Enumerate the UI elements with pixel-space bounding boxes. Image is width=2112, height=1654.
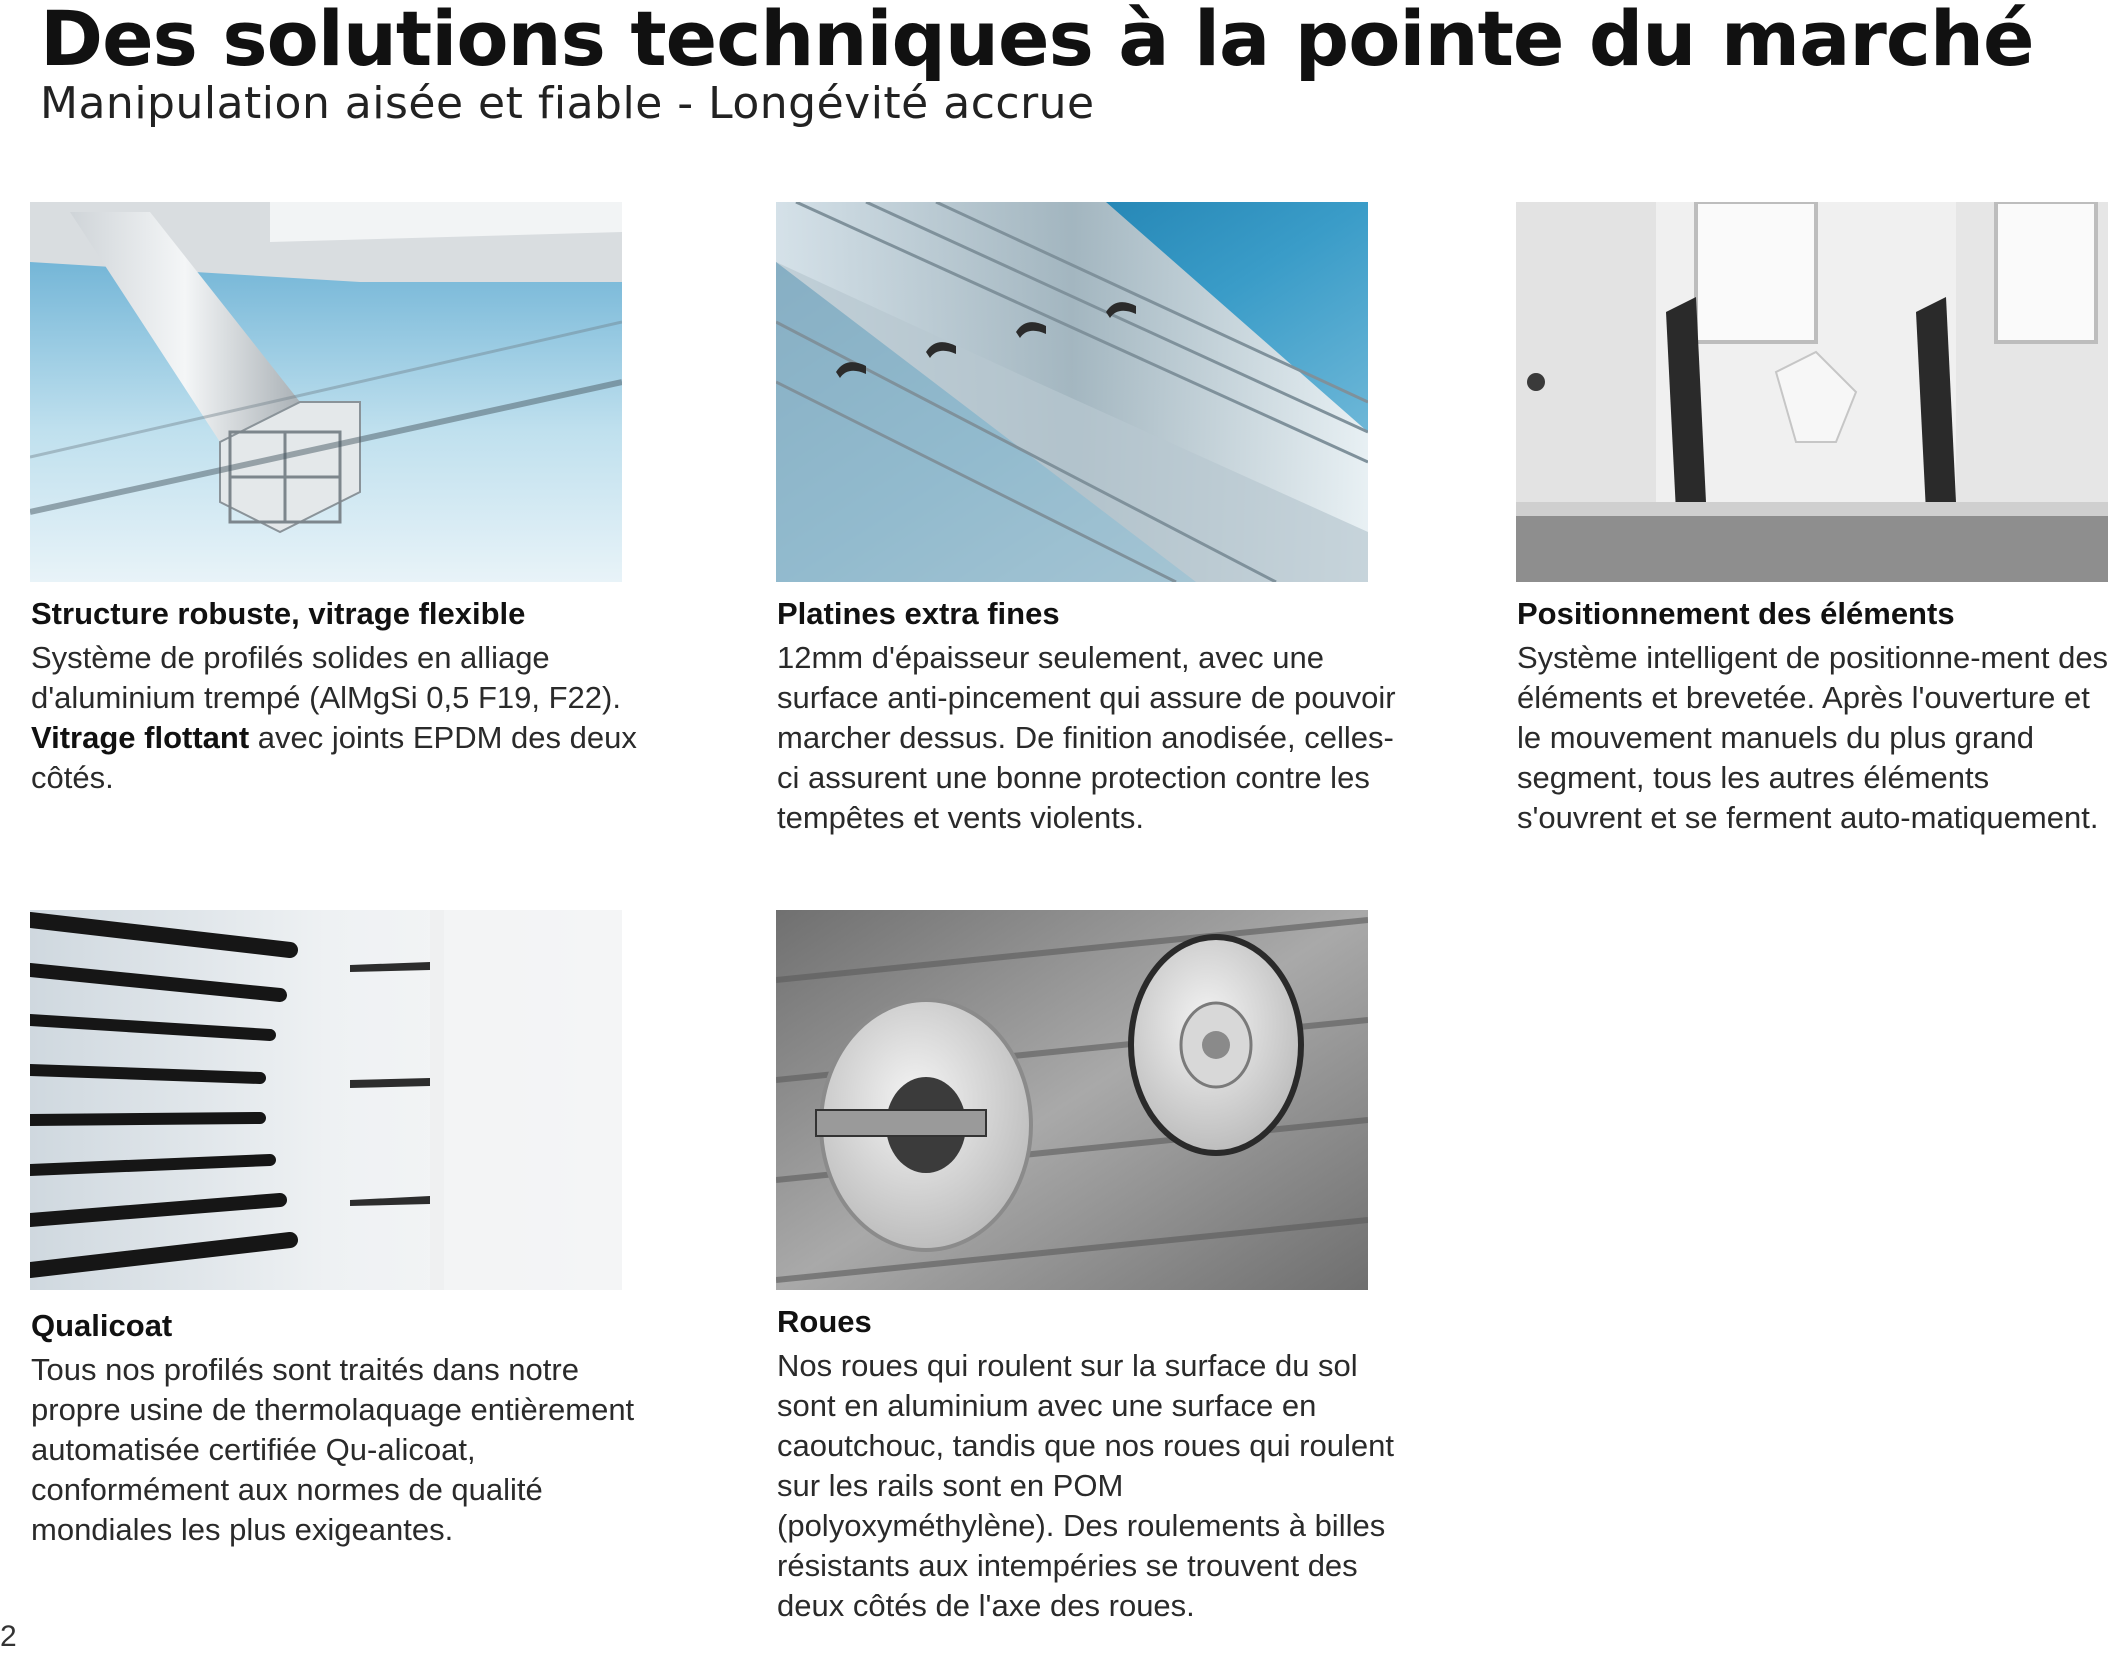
wheels-photo	[776, 910, 1368, 1290]
feature-text: Système intelligent de positionne-ment des éléments et brevetée. Après l'ouverture et le mouvement manuels du plus grand segment, tous les autres éléments s'ouvrent et se ferment auto-matiquement.	[1517, 640, 2109, 835]
feature-text: Système de profilés solides en alliage d'aluminium trempé (AlMgSi 0,5 F19, F22). Vitrage flottant avec joints EPDM des deux côtés.	[31, 640, 637, 795]
feature-structure	[31, 594, 651, 798]
feature-heading: Qualicoat	[31, 1308, 173, 1343]
coated-profiles-photo	[30, 910, 622, 1290]
positioning-mechanism-photo	[1516, 202, 2108, 582]
feature-heading: Roues	[777, 1304, 872, 1339]
feature-heading: Structure robuste, vitrage flexible	[31, 596, 526, 631]
feature-text: Nos roues qui roulent sur la surface du sol sont en aluminium avec une surface en caoutchouc, tandis que nos roues qui roulent sur les rails sont en POM (polyoxyméthylène). Des roulements à billes résistants aux intempéries se trouvent des deux côtés de l'axe des roues.	[777, 1348, 1394, 1623]
feature-heading: Positionnement des éléments	[1517, 596, 1955, 631]
floor-plates-photo	[776, 202, 1368, 582]
feature-bold-text: Vitrage flottant	[31, 720, 250, 755]
aluminium-profile-photo	[30, 202, 622, 582]
feature-text: 12mm d'épaisseur seulement, avec une surface anti-pincement qui assure de pouvoir marcher dessus. De finition anodisée, celles-ci assurent une bonne protection contre les tempêtes et vents violents.	[777, 640, 1396, 835]
feature-roues	[777, 1302, 1397, 1626]
feature-heading: Platines extra fines	[777, 596, 1060, 631]
feature-platines	[777, 594, 1397, 838]
feature-positionnement	[1517, 594, 2112, 838]
feature-text: Tous nos profilés sont traités dans notre propre usine de thermolaquage entièrement automatisée certifiée Qu-alicoat, conformément aux normes de qualité mondiales les plus exigeantes.	[31, 1352, 635, 1547]
feature-qualicoat	[31, 1306, 651, 1550]
page-subtitle: Manipulation aisée et fiable - Longévité accrue	[40, 78, 1095, 129]
page-title: Des solutions techniques à la pointe du marché	[40, 0, 2034, 83]
page-number: 2	[0, 1620, 17, 1653]
